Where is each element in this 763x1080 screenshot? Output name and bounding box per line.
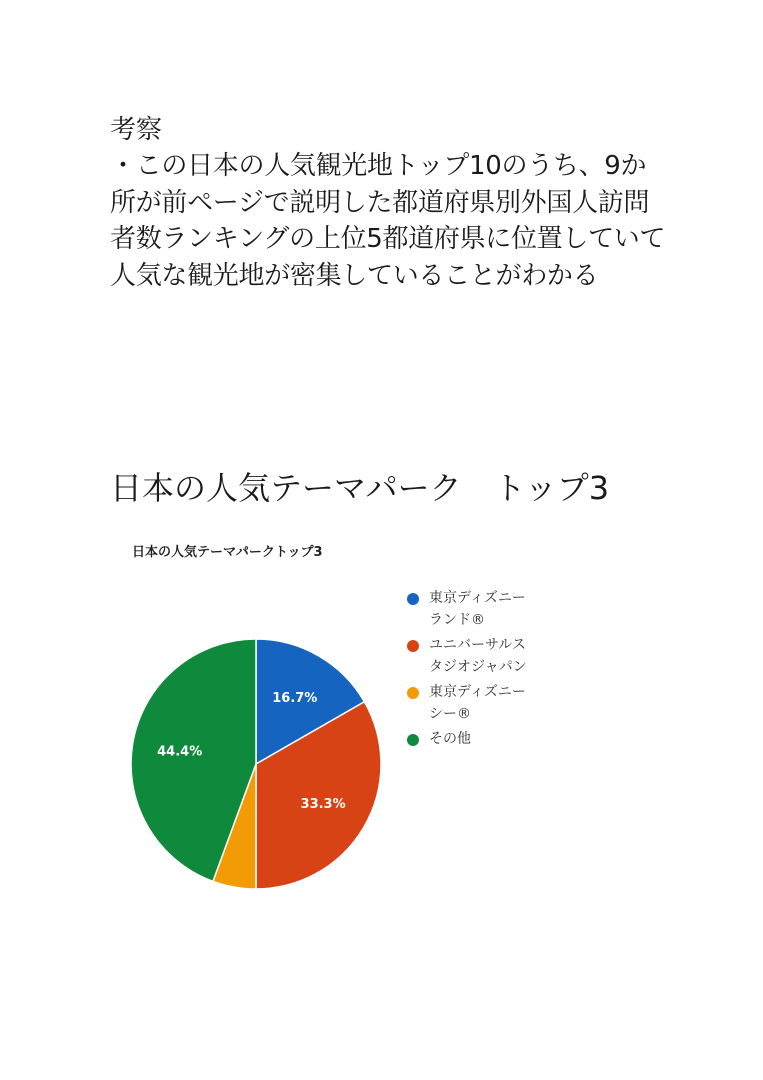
legend-item (407, 588, 557, 631)
legend-label: その他 (429, 731, 471, 747)
legend-swatch (407, 734, 419, 746)
chart-legend (407, 588, 557, 755)
pie-slice-label-1: 16.7% (272, 690, 318, 706)
legend-item (407, 635, 557, 678)
legend-label: 東京ディズニーランド® (429, 590, 526, 628)
legend-label: 東京ディズニーシー® (429, 684, 526, 722)
observation-heading: 考察 (110, 115, 163, 145)
legend-item (407, 729, 557, 751)
legend-label: ユニバーサルスタジオジャパン (429, 637, 527, 675)
pie-slice-label-2: 33.3% (300, 796, 346, 812)
observation-body: ・この日本の人気観光地トップ10のうち、9か所が前ページで説明した都道府県別外国人訪問者数ランキングの上位5都道府県に位置していて人気な観光地が密集していることがわかる (110, 151, 666, 291)
legend-swatch (407, 640, 419, 652)
observation-section (110, 112, 670, 294)
pie-slice-label-4: 44.4% (157, 744, 203, 760)
pie-chart (120, 535, 560, 910)
legend-swatch (407, 687, 419, 699)
chart-title: 日本の人気テーマパークトップ3 (132, 545, 323, 560)
pie-chart-canvas (120, 535, 400, 910)
slide-title: 日本の人気テーマパーク トップ3 (110, 469, 610, 507)
legend-item (407, 682, 557, 725)
legend-swatch (407, 593, 419, 605)
